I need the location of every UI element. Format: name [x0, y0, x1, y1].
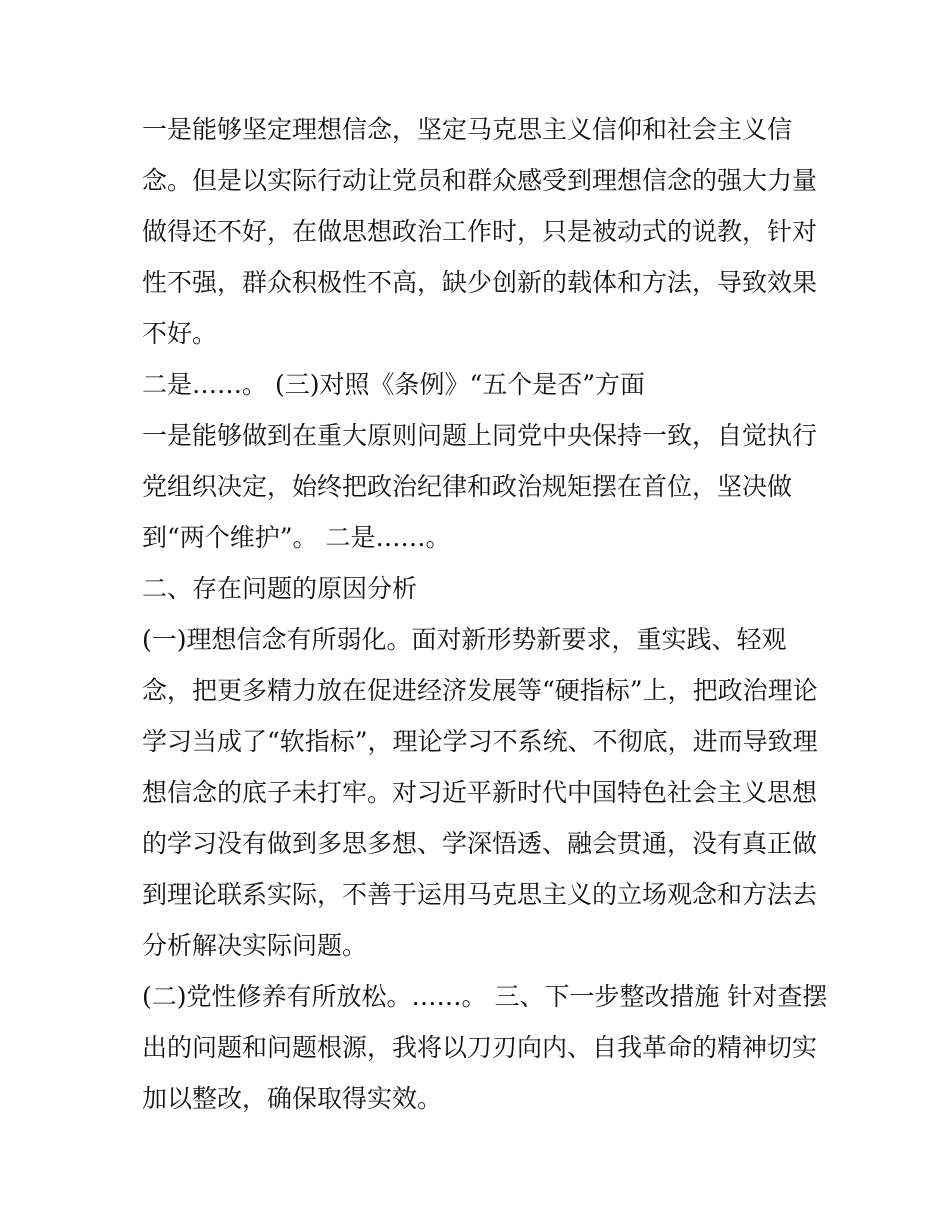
- text-line: 念。但是以实际行动让党员和群众感受到理想信念的强大力量: [142, 166, 818, 195]
- text-line: 性不强，群众积极性不高，缺少创新的载体和方法，导致效果: [142, 268, 818, 297]
- text-line: 二是……。 (三)对照《条例》“五个是否”方面: [142, 370, 646, 399]
- section-heading: 二、存在问题的原因分析: [142, 574, 418, 603]
- text-line: 学习当成了“软指标”，理论学习不系统、不彻底，进而导致理: [142, 727, 818, 756]
- text-line: 分析解决实际问题。: [142, 931, 368, 960]
- text-line: 党组织决定，始终把政治纪律和政治规矩摆在首位，坚决做: [142, 472, 793, 501]
- text-line: (二)党性修养有所放松。……。 三、下一步整改措施 针对查摆: [142, 982, 828, 1011]
- text-line: 的学习没有做到多思多想、学深悟透、融会贯通，没有真正做: [142, 829, 818, 858]
- text-line: 一是能够坚定理想信念，坚定马克思主义信仰和社会主义信: [142, 115, 793, 144]
- text-line: 到理论联系实际，不善于运用马克思主义的立场观念和方法去: [142, 880, 818, 909]
- text-line: 出的问题和问题根源，我将以刀刃向内、自我革命的精神切实: [142, 1033, 818, 1062]
- text-line: 做得还不好，在做思想政治工作时，只是被动式的说教，针对: [142, 217, 818, 246]
- text-line: 到“两个维护”。 二是……。: [142, 523, 451, 552]
- text-line: 一是能够做到在重大原则问题上同党中央保持一致，自觉执行: [142, 421, 818, 450]
- text-line: 念，把更多精力放在促进经济发展等“硬指标”上，把政治理论: [142, 676, 818, 705]
- text-line: 加以整改，确保取得实效。: [142, 1084, 443, 1113]
- text-line: (一)理想信念有所弱化。面对新形势新要求，重实践、轻观: [142, 625, 787, 654]
- text-line: 想信念的底子未打牢。对习近平新时代中国特色社会主义思想: [142, 778, 818, 807]
- text-line: 不好。: [142, 319, 218, 348]
